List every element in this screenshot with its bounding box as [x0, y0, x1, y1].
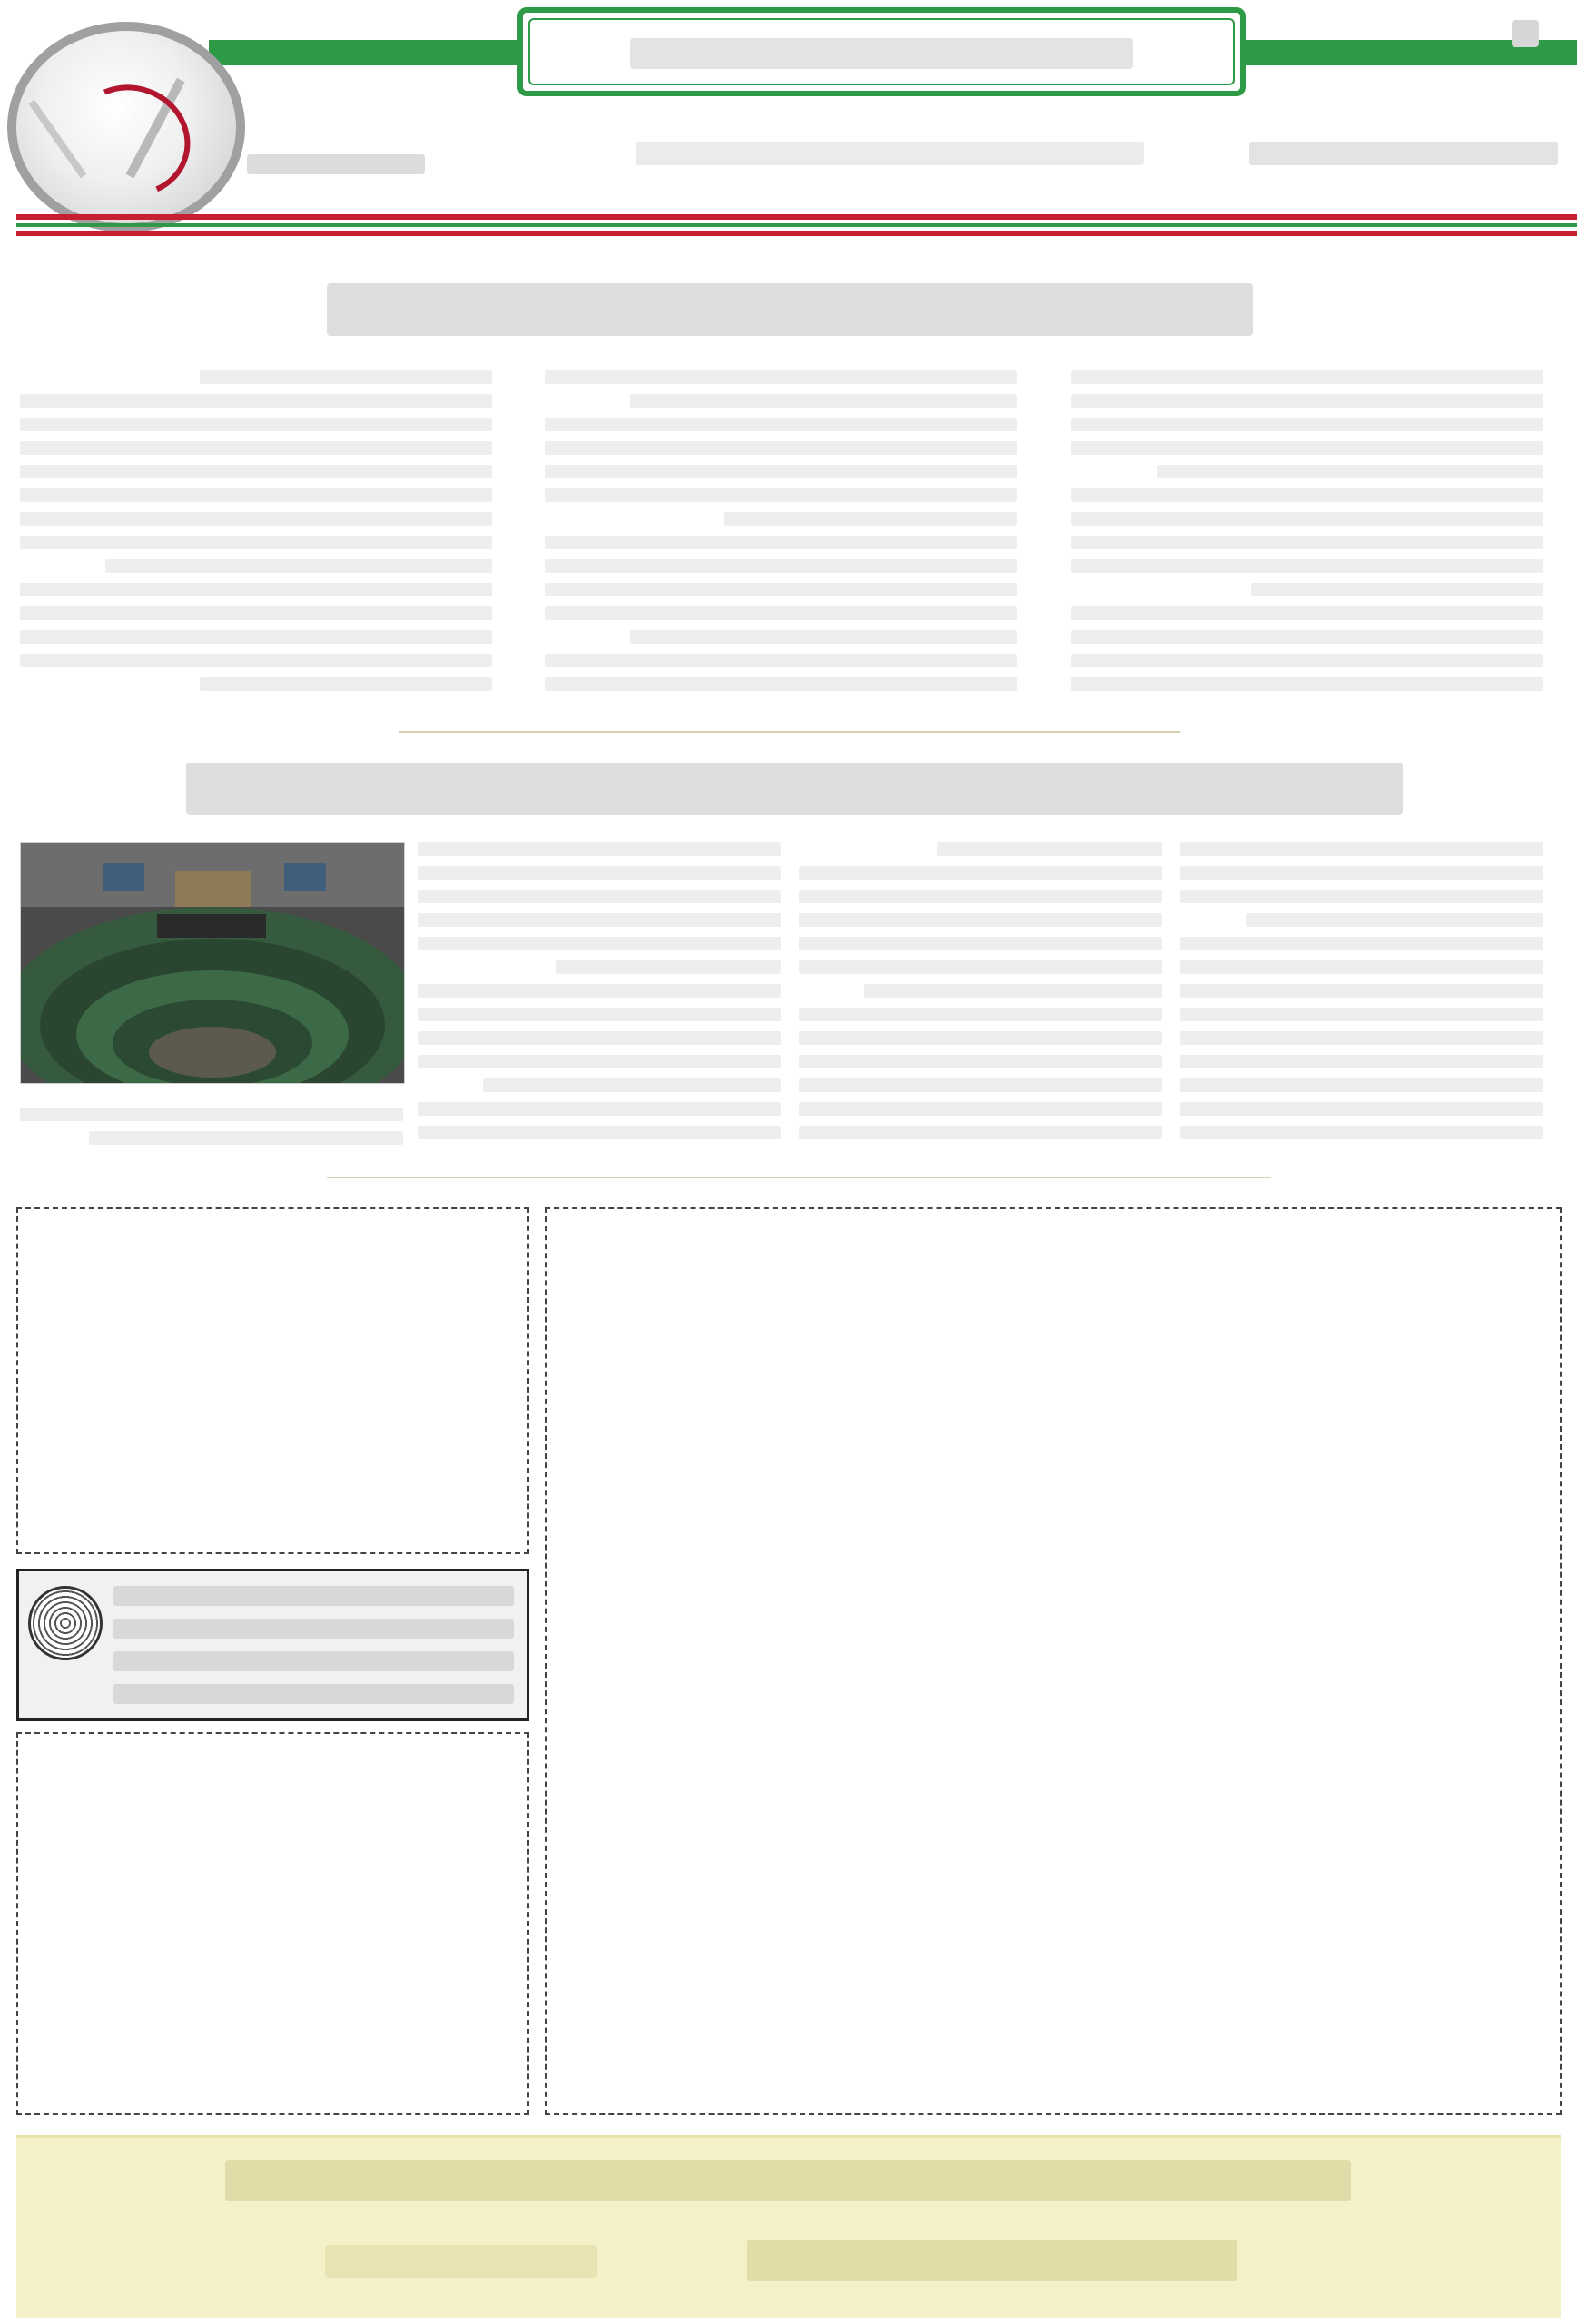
notice-address-change	[16, 1207, 529, 1554]
masthead-rule	[16, 214, 1577, 220]
photo-caption	[20, 1108, 403, 1153]
parliament-hall-image	[21, 843, 404, 1083]
clock-logo	[7, 22, 245, 232]
masthead-title	[630, 38, 1133, 69]
article-2-column	[799, 842, 1162, 1157]
article-2-column	[418, 842, 781, 1157]
article-divider	[399, 731, 1180, 733]
issue-info	[1249, 136, 1558, 169]
notice-branch-establishment	[16, 1732, 529, 2115]
masthead-rule	[16, 223, 1577, 227]
parliament-photo	[20, 842, 405, 1084]
footer-telegram	[325, 2245, 597, 2278]
article-1-column	[20, 370, 492, 706]
footer-slogan	[225, 2160, 1351, 2201]
article-1-headline	[327, 283, 1253, 336]
masthead-rule	[16, 231, 1577, 236]
article-1-column	[1071, 370, 1543, 706]
tax-authority-logo-icon	[28, 1586, 103, 1660]
brand-wordmark	[247, 151, 425, 176]
article-2-column	[1180, 842, 1543, 1157]
masthead-title-frame	[517, 7, 1246, 96]
footer-ad-call	[747, 2240, 1237, 2281]
article-2-headline	[186, 763, 1403, 815]
notice-main	[545, 1207, 1562, 2115]
footer-banner	[16, 2135, 1561, 2318]
article-divider	[327, 1177, 1271, 1178]
sections-list	[636, 136, 1144, 169]
tax-deadline-box	[16, 1569, 529, 1721]
page-number	[1503, 11, 1548, 56]
article-1-column	[545, 370, 1017, 706]
brand-mark-icon	[55, 68, 206, 213]
